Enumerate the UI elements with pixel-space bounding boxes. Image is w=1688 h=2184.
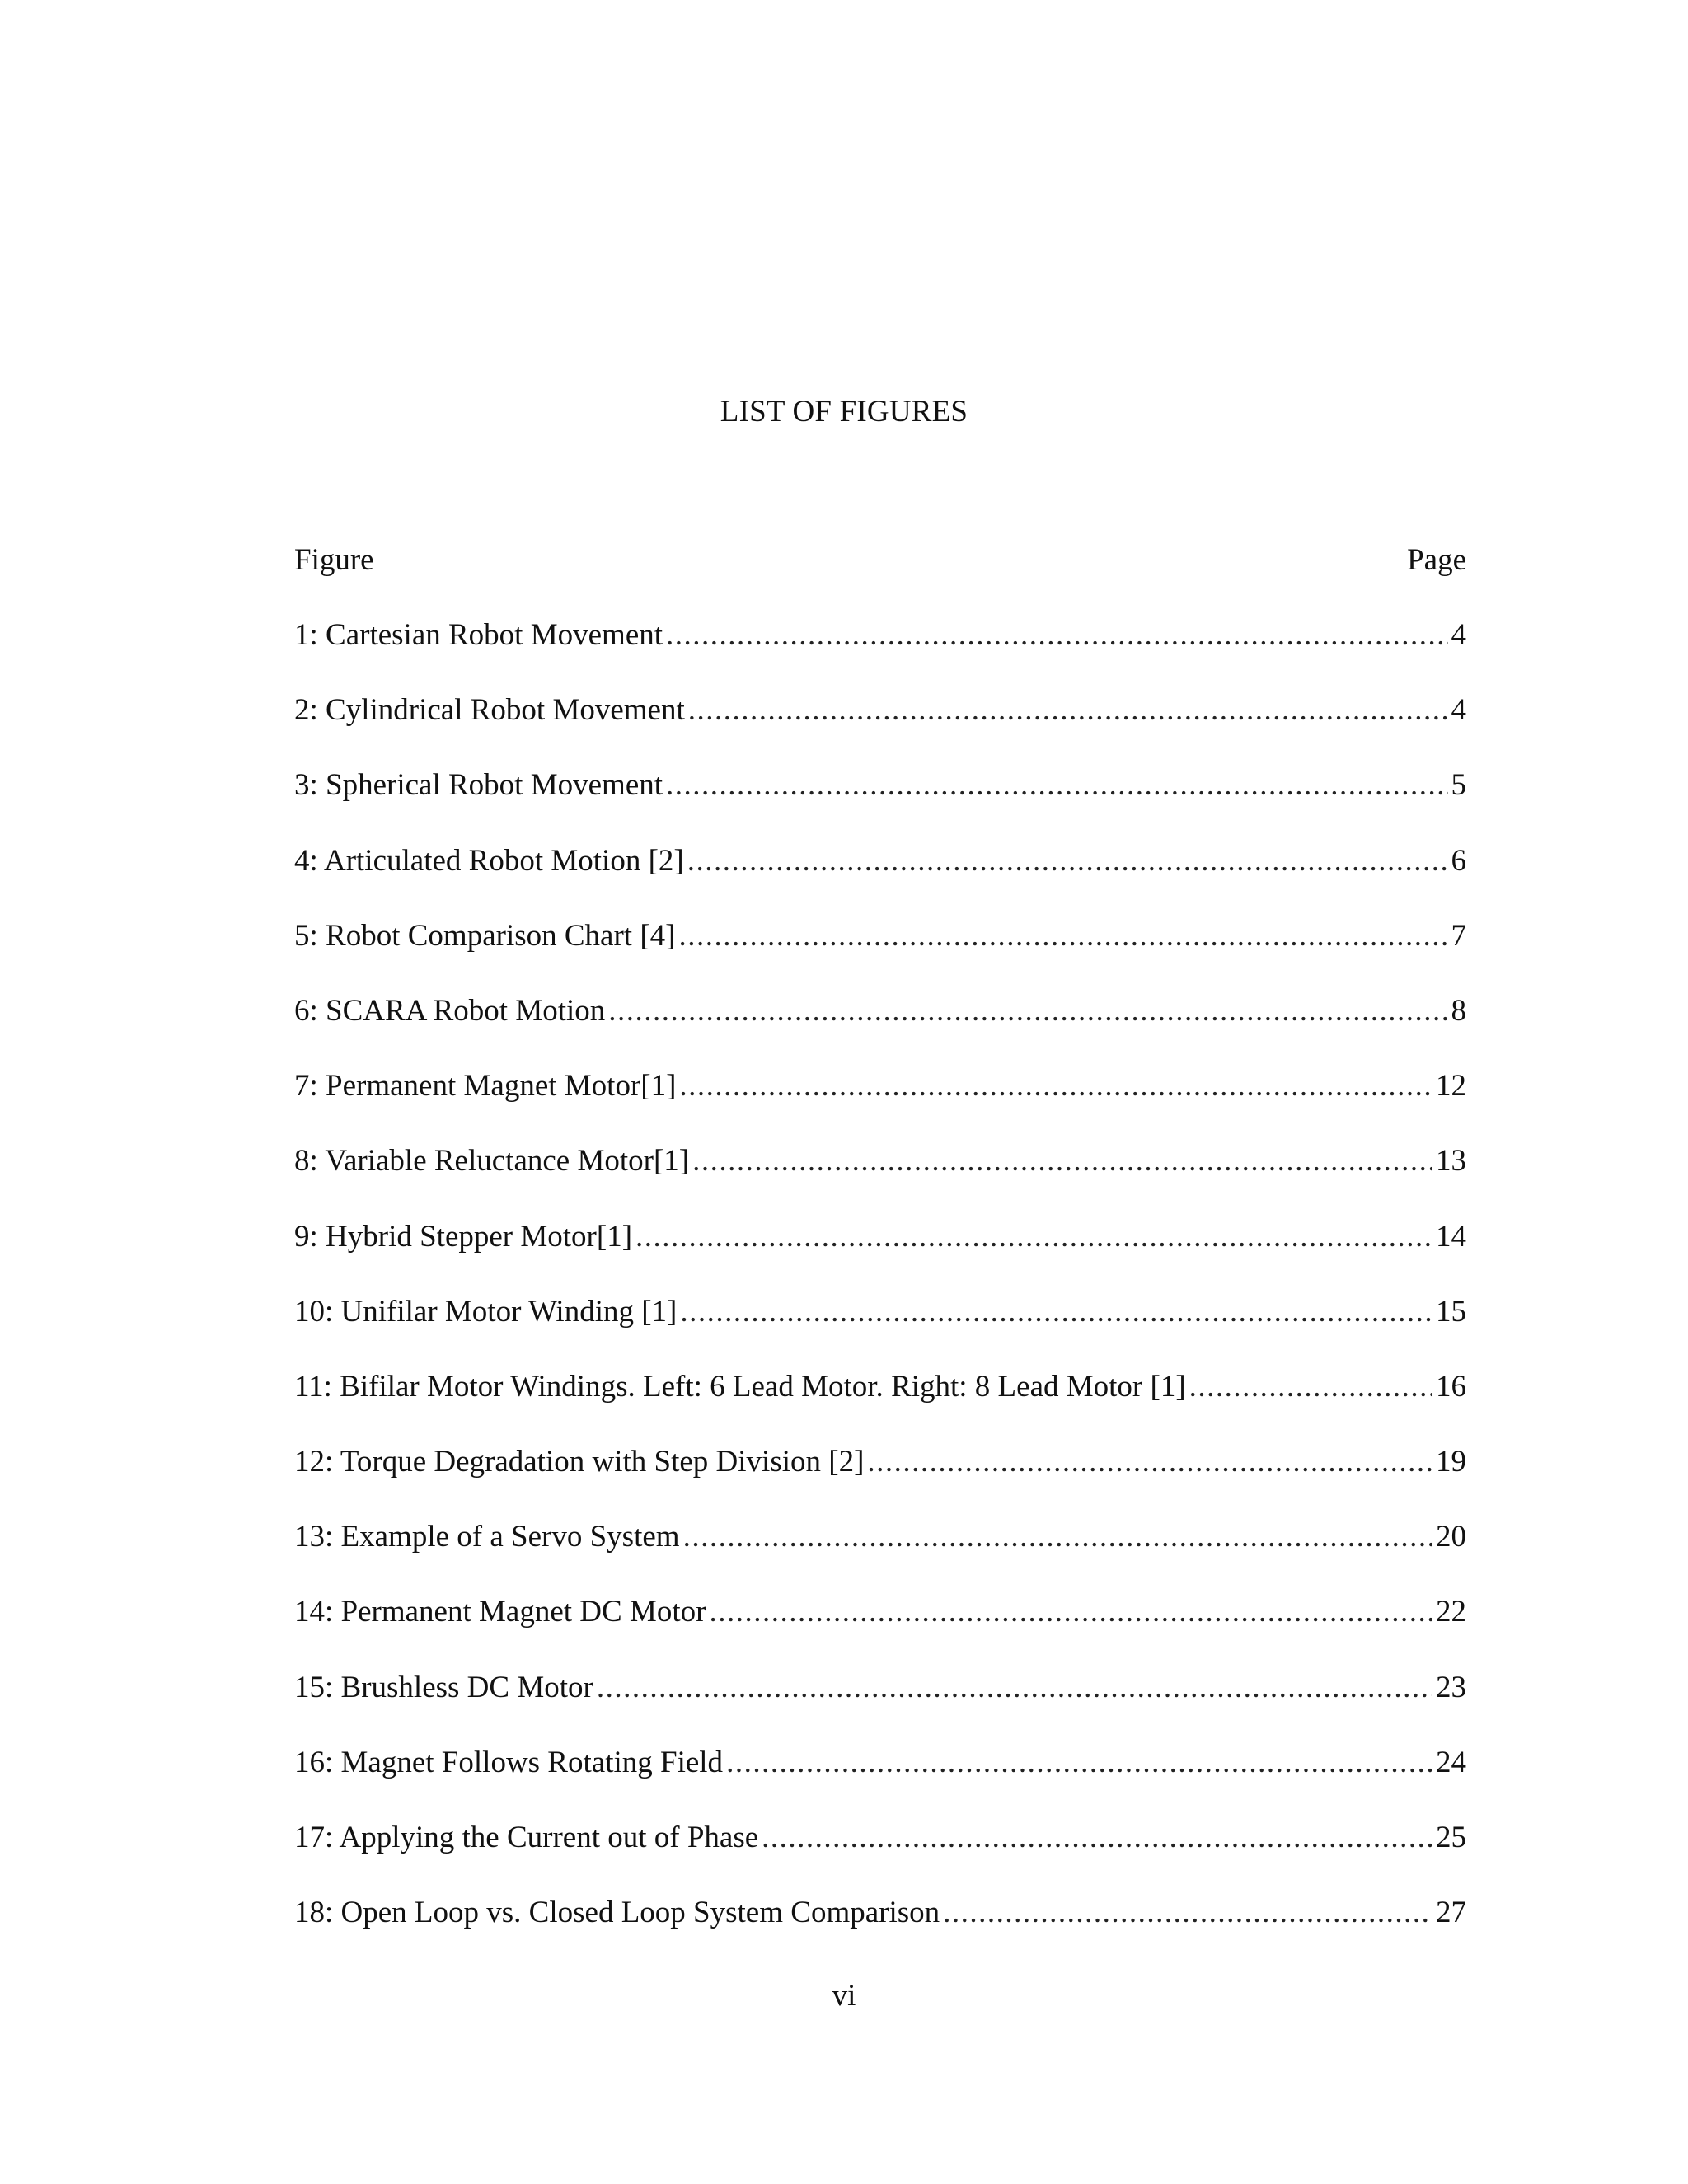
figure-page-number: 27 [1436,1896,1466,1930]
figure-title: 3: Spherical Robot Movement [294,768,663,803]
figure-entry[interactable] [294,686,1466,761]
dot-leader [678,912,1447,961]
figure-entry[interactable] [294,1738,1466,1813]
figure-title: 4: Articulated Robot Motion [2] [294,843,684,878]
figure-entries [294,611,1466,1963]
figure-title: 13: Example of a Servo System [294,1520,680,1554]
dot-leader [608,987,1447,1036]
dot-leader [692,1137,1432,1186]
figure-title: 11: Bifilar Motor Windings. Left: 6 Lead Motor. Right: 8 Lead Motor [1] [294,1369,1186,1404]
figure-title: 14: Permanent Magnet DC Motor [294,1595,706,1629]
dot-leader [762,1813,1432,1863]
figure-title: 7: Permanent Magnet Motor[1] [294,1069,677,1104]
dot-leader [943,1888,1432,1938]
figure-page-number: 8 [1451,993,1466,1028]
page-column-label: Page [1407,543,1466,577]
figure-entry[interactable] [294,1137,1466,1212]
figure-entry[interactable] [294,1437,1466,1512]
dot-leader [597,1663,1432,1713]
figure-page-number: 23 [1436,1670,1466,1704]
dot-leader [680,1287,1432,1337]
figure-title: 8: Variable Reluctance Motor[1] [294,1144,690,1179]
figure-entry[interactable] [294,1512,1466,1587]
figure-page-number: 22 [1436,1595,1466,1629]
figure-title: 17: Applying the Current out of Phase [294,1821,759,1854]
figure-entry[interactable] [294,1813,1466,1888]
dot-leader [683,1512,1432,1562]
figure-title: 5: Robot Comparison Chart [4] [294,918,676,953]
figure-page-number: 25 [1436,1821,1466,1854]
figure-page-number: 5 [1451,768,1466,803]
figure-page-number: 12 [1436,1069,1466,1104]
figure-entry[interactable] [294,987,1466,1062]
figure-entry[interactable] [294,1587,1466,1662]
dot-leader [666,761,1447,810]
figure-page-number: 20 [1436,1520,1466,1554]
page-title: LIST OF FIGURES [720,395,968,429]
figure-title: 1: Cartesian Robot Movement [294,618,663,652]
figure-list [294,536,1466,1963]
figure-title: 9: Hybrid Stepper Motor[1] [294,1219,633,1254]
figure-title: 16: Magnet Follows Rotating Field [294,1745,724,1779]
figure-page-number: 13 [1436,1144,1466,1179]
figure-column-label: Figure [294,543,374,577]
dot-leader [666,611,1447,660]
column-header-row [294,536,1466,585]
figure-entry[interactable] [294,912,1466,987]
dot-leader [679,1062,1432,1111]
figure-page-number: 14 [1436,1219,1466,1254]
figure-entry[interactable] [294,761,1466,836]
figure-title: 18: Open Loop vs. Closed Loop System Comparison [294,1896,940,1930]
figure-entry[interactable] [294,1212,1466,1287]
figure-page-number: 24 [1436,1745,1466,1779]
figure-page-number: 7 [1451,918,1466,953]
figure-title: 6: SCARA Robot Motion [294,993,606,1028]
figure-entry[interactable] [294,837,1466,912]
figure-entry[interactable] [294,1062,1466,1137]
figure-title: 2: Cylindrical Robot Movement [294,693,685,728]
figure-page-number: 4 [1451,693,1466,728]
figure-page-number: 4 [1451,618,1466,652]
figure-entry[interactable] [294,611,1466,686]
figure-title: 15: Brushless DC Motor [294,1670,593,1704]
figure-entry[interactable] [294,1663,1466,1738]
figure-entry[interactable] [294,1888,1466,1963]
dot-leader [1189,1362,1432,1412]
page-number-footer: vi [832,1979,856,2013]
figure-page-number: 15 [1436,1294,1466,1329]
dot-leader [687,837,1448,886]
dot-leader [688,686,1448,735]
figure-page-number: 16 [1436,1369,1466,1404]
figure-title: 10: Unifilar Motor Winding [1] [294,1294,678,1329]
figure-entry[interactable] [294,1287,1466,1362]
dot-leader [726,1738,1432,1788]
dot-leader [867,1437,1432,1487]
figure-entry[interactable] [294,1362,1466,1437]
dot-leader [709,1587,1432,1637]
dot-leader [635,1212,1432,1262]
figure-page-number: 19 [1436,1445,1466,1479]
figure-page-number: 6 [1451,843,1466,878]
figure-title: 12: Torque Degradation with Step Division [2] [294,1445,865,1479]
